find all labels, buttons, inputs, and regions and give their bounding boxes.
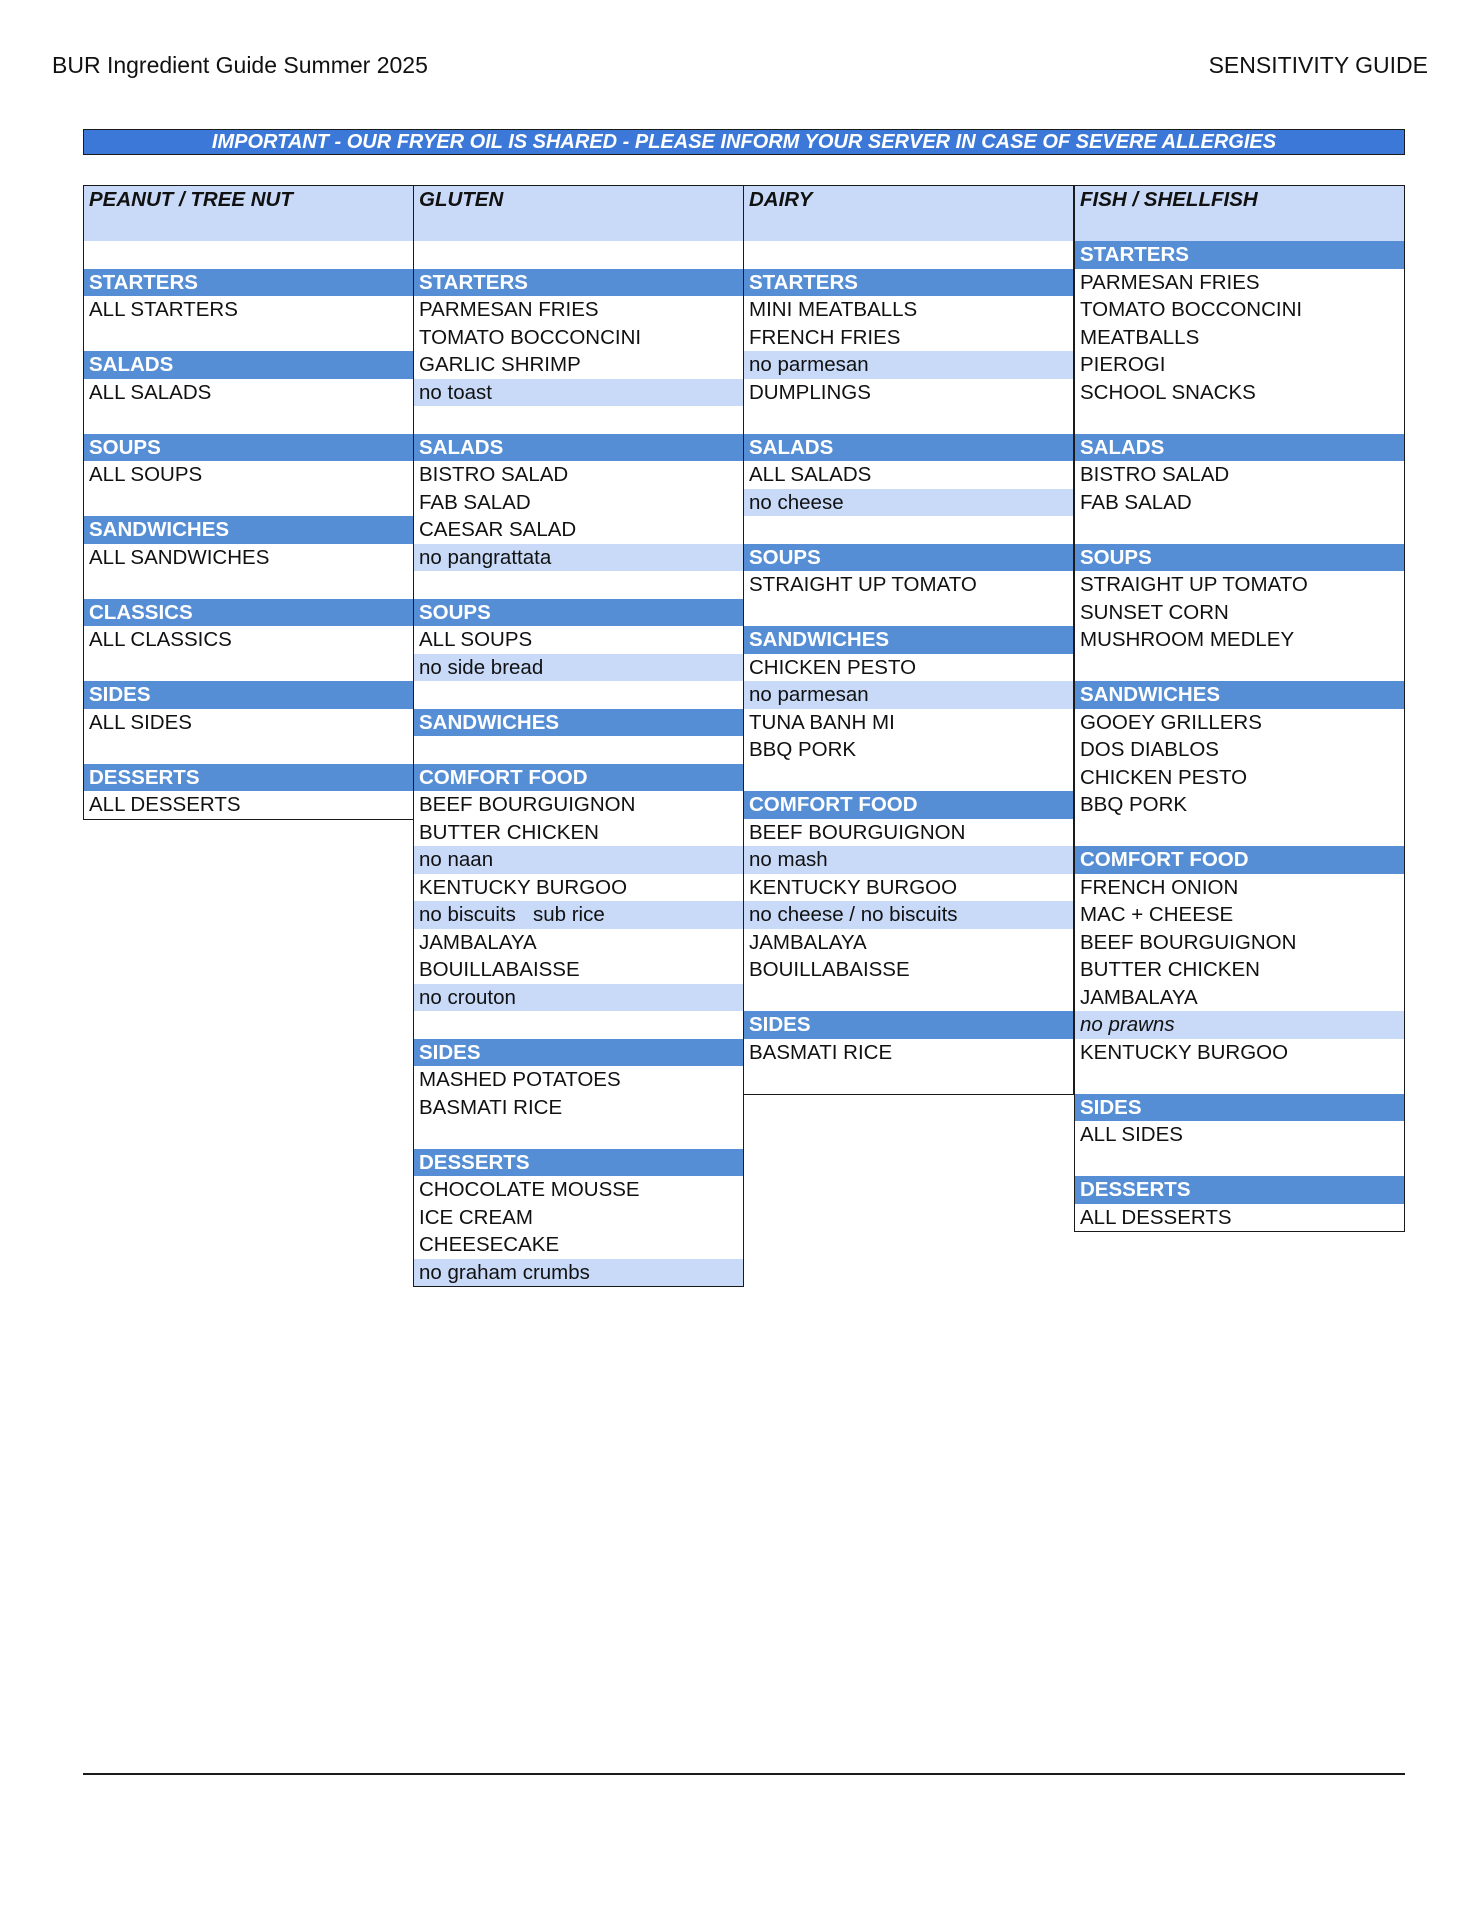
title-spacer: [84, 214, 413, 242]
spacer-row: [414, 1011, 743, 1039]
column-dairy: [743, 185, 1074, 1095]
section-header: CLASSICS: [84, 599, 413, 627]
document-subtitle: SENSITIVITY GUIDE: [1208, 52, 1428, 78]
menu-item: ALL DESSERTS: [84, 791, 413, 819]
menu-item: ICE CREAM: [414, 1204, 743, 1232]
menu-item: JAMBALAYA: [744, 929, 1073, 957]
modification-note: no toast: [414, 379, 743, 407]
menu-item: BEEF BOURGUIGNON: [414, 791, 743, 819]
menu-item: ALL DESSERTS: [1075, 1204, 1404, 1232]
section-header: STARTERS: [744, 269, 1073, 297]
title-spacer: [1075, 214, 1404, 242]
spacer-row: [414, 736, 743, 764]
spacer-row: [414, 406, 743, 434]
menu-item: BBQ PORK: [744, 736, 1073, 764]
menu-item: GOOEY GRILLERS: [1075, 709, 1404, 737]
menu-item: BOUILLABAISSE: [414, 956, 743, 984]
menu-item: ALL STARTERS: [84, 296, 413, 324]
menu-item: ALL CLASSICS: [84, 626, 413, 654]
menu-item: DOS DIABLOS: [1075, 736, 1404, 764]
modification-note: no prawns: [1075, 1011, 1404, 1039]
section-header: SANDWICHES: [414, 709, 743, 737]
section-header: SALADS: [1075, 434, 1404, 462]
section-header: COMFORT FOOD: [744, 791, 1073, 819]
allergen-title: GLUTEN: [414, 186, 743, 214]
menu-item: CHOCOLATE MOUSSE: [414, 1176, 743, 1204]
menu-item: CHEESECAKE: [414, 1231, 743, 1259]
menu-item: CHICKEN PESTO: [1075, 764, 1404, 792]
section-header: SOUPS: [744, 544, 1073, 572]
menu-item: PARMESAN FRIES: [414, 296, 743, 324]
spacer-row: [744, 406, 1073, 434]
spacer-row: [84, 324, 413, 352]
spacer-row: [744, 764, 1073, 792]
menu-item: BEEF BOURGUIGNON: [1075, 929, 1404, 957]
menu-item: TOMATO BOCCONCINI: [1075, 296, 1404, 324]
section-header: COMFORT FOOD: [414, 764, 743, 792]
menu-item: SCHOOL SNACKS: [1075, 379, 1404, 407]
section-header: SALADS: [84, 351, 413, 379]
menu-item: BISTRO SALAD: [414, 461, 743, 489]
column-fish-shellfish: [1074, 185, 1405, 1232]
spacer-row: [744, 516, 1073, 544]
menu-item: ALL SALADS: [84, 379, 413, 407]
section-header: STARTERS: [414, 269, 743, 297]
menu-item: ALL SIDES: [84, 709, 413, 737]
menu-item: MASHED POTATOES: [414, 1066, 743, 1094]
menu-item: CHICKEN PESTO: [744, 654, 1073, 682]
menu-item: KENTUCKY BURGOO: [1075, 1039, 1404, 1067]
menu-item: BUTTER CHICKEN: [1075, 956, 1404, 984]
menu-item: CAESAR SALAD: [414, 516, 743, 544]
menu-item: BASMATI RICE: [414, 1094, 743, 1122]
menu-item: FRENCH ONION: [1075, 874, 1404, 902]
menu-item: BUTTER CHICKEN: [414, 819, 743, 847]
menu-item: SUNSET CORN: [1075, 599, 1404, 627]
spacer-row: [84, 406, 413, 434]
spacer-row: [1075, 1066, 1404, 1094]
spacer-row: [414, 681, 743, 709]
menu-item: JAMBALAYA: [414, 929, 743, 957]
spacer-row: [1075, 654, 1404, 682]
menu-item: STRAIGHT UP TOMATO: [744, 571, 1073, 599]
section-header: SANDWICHES: [744, 626, 1073, 654]
section-header: DESSERTS: [1075, 1176, 1404, 1204]
spacer-row: [84, 571, 413, 599]
menu-item: ALL SALADS: [744, 461, 1073, 489]
modification-note: no graham crumbs: [414, 1259, 743, 1287]
title-spacer: [414, 214, 743, 242]
section-header: STARTERS: [1075, 241, 1404, 269]
menu-item: BASMATI RICE: [744, 1039, 1073, 1067]
section-header: SALADS: [414, 434, 743, 462]
allergen-title: FISH / SHELLFISH: [1075, 186, 1404, 214]
modification-note: no side bread: [414, 654, 743, 682]
modification-note: no mash: [744, 846, 1073, 874]
section-header: SANDWICHES: [84, 516, 413, 544]
menu-item: ALL SIDES: [1075, 1121, 1404, 1149]
section-header: SIDES: [414, 1039, 743, 1067]
spacer-row: [414, 571, 743, 599]
document-title: BUR Ingredient Guide Summer 2025: [52, 52, 428, 78]
section-header: SOUPS: [414, 599, 743, 627]
menu-item: BOUILLABAISSE: [744, 956, 1073, 984]
menu-item: MUSHROOM MEDLEY: [1075, 626, 1404, 654]
section-header: SALADS: [744, 434, 1073, 462]
section-header: DESSERTS: [414, 1149, 743, 1177]
menu-item: KENTUCKY BURGOO: [744, 874, 1073, 902]
menu-item: STRAIGHT UP TOMATO: [1075, 571, 1404, 599]
footer-divider: [83, 1773, 1405, 1775]
menu-item: DUMPLINGS: [744, 379, 1073, 407]
section-header: DESSERTS: [84, 764, 413, 792]
spacer-row: [744, 1066, 1073, 1094]
menu-item: KENTUCKY BURGOO: [414, 874, 743, 902]
menu-item: BEEF BOURGUIGNON: [744, 819, 1073, 847]
menu-item: FRENCH FRIES: [744, 324, 1073, 352]
allergen-title: PEANUT / TREE NUT: [84, 186, 413, 214]
spacer-row: [744, 241, 1073, 269]
spacer-row: [84, 736, 413, 764]
title-spacer: [744, 214, 1073, 242]
spacer-row: [1075, 406, 1404, 434]
spacer-row: [744, 984, 1073, 1012]
menu-item: ALL SANDWICHES: [84, 544, 413, 572]
menu-item: FAB SALAD: [1075, 489, 1404, 517]
spacer-row: [744, 599, 1073, 627]
menu-item: MAC + CHEESE: [1075, 901, 1404, 929]
column-peanut-tree-nut: [83, 185, 414, 820]
modification-note: no crouton: [414, 984, 743, 1012]
section-header: SIDES: [84, 681, 413, 709]
menu-item: JAMBALAYA: [1075, 984, 1404, 1012]
menu-item: TUNA BANH MI: [744, 709, 1073, 737]
menu-item: BISTRO SALAD: [1075, 461, 1404, 489]
menu-item: MEATBALLS: [1075, 324, 1404, 352]
modification-note: no cheese: [744, 489, 1073, 517]
menu-item: BBQ PORK: [1075, 791, 1404, 819]
menu-item: MINI MEATBALLS: [744, 296, 1073, 324]
spacer-row: [1075, 516, 1404, 544]
menu-item: ALL SOUPS: [414, 626, 743, 654]
section-header: SIDES: [1075, 1094, 1404, 1122]
section-header: SOUPS: [84, 434, 413, 462]
menu-item: TOMATO BOCCONCINI: [414, 324, 743, 352]
menu-item: ALL SOUPS: [84, 461, 413, 489]
section-header: SIDES: [744, 1011, 1073, 1039]
menu-item: PIEROGI: [1075, 351, 1404, 379]
modification-note: no parmesan: [744, 351, 1073, 379]
menu-item: GARLIC SHRIMP: [414, 351, 743, 379]
spacer-row: [1075, 819, 1404, 847]
spacer-row: [414, 1121, 743, 1149]
column-gluten: [413, 185, 744, 1287]
spacer-row: [84, 489, 413, 517]
modification-note: no cheese / no biscuits: [744, 901, 1073, 929]
section-header: SOUPS: [1075, 544, 1404, 572]
section-header: STARTERS: [84, 269, 413, 297]
fryer-oil-warning-banner: IMPORTANT - OUR FRYER OIL IS SHARED - PLEASE INFORM YOUR SERVER IN CASE OF SEVERE ALLERGIES: [83, 129, 1405, 155]
section-header: SANDWICHES: [1075, 681, 1404, 709]
spacer-row: [414, 241, 743, 269]
spacer-row: [1075, 1149, 1404, 1177]
modification-note: no parmesan: [744, 681, 1073, 709]
spacer-row: [84, 241, 413, 269]
spacer-row: [84, 654, 413, 682]
modification-note: no naan: [414, 846, 743, 874]
section-header: COMFORT FOOD: [1075, 846, 1404, 874]
menu-item: FAB SALAD: [414, 489, 743, 517]
allergen-title: DAIRY: [744, 186, 1073, 214]
modification-note: no pangrattata: [414, 544, 743, 572]
modification-note: no biscuits sub rice: [414, 901, 743, 929]
menu-item: PARMESAN FRIES: [1075, 269, 1404, 297]
